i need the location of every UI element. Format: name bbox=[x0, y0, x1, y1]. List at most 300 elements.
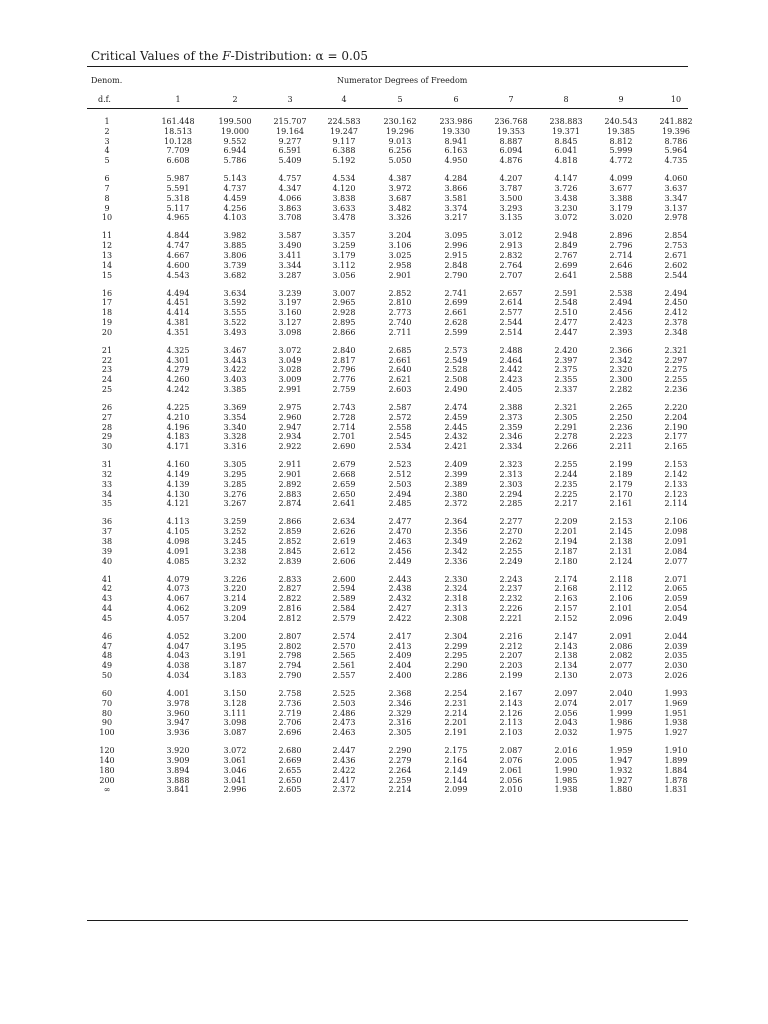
value-cell: 2.810 bbox=[388, 298, 412, 308]
value-cell: 2.010 bbox=[499, 785, 523, 795]
value-cell: 2.112 bbox=[609, 584, 633, 594]
value-cell: 230.162 bbox=[383, 117, 417, 126]
value-cell: 3.197 bbox=[278, 298, 302, 308]
value-cell: 2.796 bbox=[332, 365, 356, 375]
df-cell: 35 bbox=[101, 499, 113, 509]
value-cell: 3.634 bbox=[223, 288, 247, 298]
value-cell: 4.256 bbox=[223, 203, 247, 213]
value-cell: 3.046 bbox=[223, 765, 247, 775]
value-cell: 2.659 bbox=[332, 479, 356, 489]
value-cell: 3.009 bbox=[278, 375, 302, 385]
value-cell: 2.442 bbox=[499, 365, 523, 375]
value-cell: 3.587 bbox=[278, 231, 302, 241]
value-cell: 2.602 bbox=[664, 260, 688, 270]
value-cell: 2.449 bbox=[388, 556, 412, 566]
value-cell: 4.113 bbox=[166, 517, 190, 527]
value-cell: 2.126 bbox=[499, 708, 523, 718]
value-cell: 4.098 bbox=[166, 537, 190, 546]
value-cell: 2.485 bbox=[388, 499, 412, 509]
value-cell: 4.060 bbox=[664, 174, 688, 184]
value-cell: 3.592 bbox=[223, 298, 247, 308]
value-cell: 2.106 bbox=[609, 594, 633, 604]
df-cell: 140 bbox=[99, 756, 115, 765]
title-text: Critical Values of the bbox=[91, 49, 223, 63]
value-cell: 2.397 bbox=[554, 355, 578, 365]
value-cell: 2.321 bbox=[554, 403, 578, 412]
value-cell: 4.149 bbox=[166, 470, 190, 479]
value-cell: 238.883 bbox=[549, 117, 583, 126]
value-cell: 2.494 bbox=[664, 288, 688, 298]
value-cell: 2.056 bbox=[499, 775, 523, 785]
value-cell: 2.545 bbox=[388, 432, 412, 442]
value-cell: 3.682 bbox=[223, 270, 247, 280]
value-cell: 2.039 bbox=[664, 641, 688, 651]
column-header: 6 bbox=[453, 95, 459, 104]
value-cell: 2.168 bbox=[554, 584, 578, 594]
value-cell: 2.832 bbox=[499, 251, 523, 260]
header-rule bbox=[87, 108, 688, 109]
value-cell: 2.874 bbox=[278, 499, 302, 509]
value-cell: 4.047 bbox=[166, 641, 190, 651]
value-cell: 2.005 bbox=[554, 756, 578, 765]
value-cell: 2.685 bbox=[388, 345, 412, 355]
value-cell: 4.737 bbox=[223, 184, 247, 193]
value-cell: 2.422 bbox=[388, 613, 412, 623]
value-cell: 3.220 bbox=[223, 584, 247, 594]
value-cell: 4.459 bbox=[223, 193, 247, 203]
value-cell: 3.894 bbox=[166, 765, 190, 775]
value-cell: 4.062 bbox=[166, 604, 190, 613]
value-cell: 2.336 bbox=[444, 556, 468, 566]
value-cell: 2.321 bbox=[664, 345, 688, 355]
value-cell: 2.544 bbox=[664, 270, 688, 280]
df-cell: 7 bbox=[104, 184, 110, 193]
value-cell: 2.099 bbox=[444, 785, 468, 795]
value-cell: 2.503 bbox=[332, 698, 356, 708]
title-f-symbol: F bbox=[222, 49, 231, 63]
value-cell: 5.987 bbox=[166, 174, 190, 184]
value-cell: 3.866 bbox=[444, 184, 468, 193]
df-cell: 48 bbox=[101, 651, 113, 661]
df-cell: 43 bbox=[101, 594, 113, 604]
value-cell: 3.137 bbox=[664, 203, 688, 213]
value-cell: 3.947 bbox=[166, 718, 190, 728]
value-cell: 4.130 bbox=[166, 489, 190, 499]
value-cell: 3.072 bbox=[278, 345, 302, 355]
value-cell: 2.073 bbox=[609, 671, 633, 680]
value-cell: 4.451 bbox=[166, 298, 190, 308]
value-cell: 2.214 bbox=[388, 785, 412, 795]
value-cell: 4.171 bbox=[166, 442, 190, 452]
value-cell: 2.250 bbox=[609, 412, 633, 422]
value-cell: 241.882 bbox=[659, 117, 693, 126]
value-cell: 19.296 bbox=[386, 126, 414, 136]
value-cell: 2.740 bbox=[388, 318, 412, 327]
value-cell: 1.927 bbox=[664, 728, 688, 738]
value-cell: 19.330 bbox=[442, 126, 470, 136]
value-cell: 2.266 bbox=[554, 442, 578, 452]
value-cell: 4.079 bbox=[166, 574, 190, 584]
value-cell: 161.448 bbox=[161, 117, 195, 126]
value-cell: 4.210 bbox=[166, 412, 190, 422]
value-cell: 2.523 bbox=[388, 460, 412, 470]
df-cell: 33 bbox=[101, 479, 113, 489]
value-cell: 2.368 bbox=[388, 689, 412, 698]
value-cell: 3.007 bbox=[332, 288, 356, 298]
value-cell: 2.634 bbox=[332, 517, 356, 527]
value-cell: 4.066 bbox=[278, 193, 302, 203]
value-cell: 2.275 bbox=[664, 365, 688, 375]
value-cell: 3.160 bbox=[278, 308, 302, 318]
value-cell: 3.787 bbox=[499, 184, 523, 193]
value-cell: 4.103 bbox=[223, 213, 247, 223]
value-cell: 2.103 bbox=[499, 728, 523, 738]
value-cell: 1.985 bbox=[554, 775, 578, 785]
value-cell: 2.603 bbox=[388, 385, 412, 394]
table-top-rule bbox=[87, 66, 688, 67]
value-cell: 2.216 bbox=[499, 631, 523, 641]
df-cell: 20 bbox=[101, 327, 113, 337]
value-cell: 2.572 bbox=[388, 412, 412, 422]
value-cell: 2.232 bbox=[499, 594, 523, 604]
value-cell: 1.938 bbox=[664, 718, 688, 728]
value-cell: 1.993 bbox=[664, 689, 688, 698]
value-cell: 2.138 bbox=[609, 537, 633, 546]
value-cell: 2.201 bbox=[444, 718, 468, 728]
value-cell: 2.096 bbox=[609, 613, 633, 623]
value-cell: 2.356 bbox=[444, 527, 468, 537]
value-cell: 2.445 bbox=[444, 422, 468, 432]
value-cell: 2.508 bbox=[444, 375, 468, 385]
value-cell: 2.290 bbox=[444, 661, 468, 671]
value-cell: 2.741 bbox=[444, 288, 468, 298]
value-cell: 2.177 bbox=[664, 432, 688, 442]
value-cell: 2.767 bbox=[554, 251, 578, 260]
value-cell: 2.190 bbox=[664, 422, 688, 432]
value-cell: 2.534 bbox=[388, 442, 412, 452]
value-cell: 3.978 bbox=[166, 698, 190, 708]
value-cell: 3.838 bbox=[332, 193, 356, 203]
value-cell: 5.143 bbox=[223, 174, 247, 184]
value-cell: 4.301 bbox=[166, 355, 190, 365]
df-cell: 3 bbox=[104, 136, 110, 146]
value-cell: 3.841 bbox=[166, 785, 190, 795]
value-cell: 4.183 bbox=[166, 432, 190, 442]
value-cell: 3.195 bbox=[223, 641, 247, 651]
value-cell: 2.279 bbox=[388, 756, 412, 765]
value-cell: 2.911 bbox=[278, 460, 302, 470]
value-cell: 3.500 bbox=[499, 193, 523, 203]
value-cell: 2.619 bbox=[332, 537, 356, 546]
value-cell: 3.041 bbox=[223, 775, 247, 785]
value-cell: 2.118 bbox=[609, 574, 633, 584]
value-cell: 2.759 bbox=[332, 385, 356, 394]
value-cell: 1.947 bbox=[609, 756, 633, 765]
value-cell: 2.883 bbox=[278, 489, 302, 499]
value-cell: 2.191 bbox=[444, 728, 468, 738]
value-cell: 3.885 bbox=[223, 241, 247, 251]
value-cell: 2.436 bbox=[332, 756, 356, 765]
value-cell: 2.706 bbox=[278, 718, 302, 728]
value-cell: 3.726 bbox=[554, 184, 578, 193]
value-cell: 4.067 bbox=[166, 594, 190, 604]
column-header: 8 bbox=[563, 95, 569, 104]
value-cell: 2.447 bbox=[332, 746, 356, 756]
value-cell: 2.589 bbox=[332, 594, 356, 604]
value-cell: 2.097 bbox=[554, 689, 578, 698]
value-cell: 4.091 bbox=[166, 546, 190, 556]
value-cell: 6.256 bbox=[388, 146, 412, 156]
value-cell: 2.764 bbox=[499, 260, 523, 270]
value-cell: 2.447 bbox=[554, 327, 578, 337]
value-cell: 3.438 bbox=[554, 193, 578, 203]
value-cell: 4.057 bbox=[166, 613, 190, 623]
value-cell: 19.396 bbox=[662, 126, 690, 136]
value-cell: 2.409 bbox=[444, 460, 468, 470]
value-cell: 4.381 bbox=[166, 318, 190, 327]
value-cell: 2.175 bbox=[444, 746, 468, 756]
value-cell: 3.581 bbox=[444, 193, 468, 203]
value-cell: 4.121 bbox=[166, 499, 190, 509]
value-cell: 2.463 bbox=[332, 728, 356, 738]
value-cell: 2.477 bbox=[554, 318, 578, 327]
value-cell: 2.669 bbox=[278, 756, 302, 765]
value-cell: 2.794 bbox=[278, 661, 302, 671]
value-cell: 4.284 bbox=[444, 174, 468, 184]
df-cell: 36 bbox=[101, 517, 113, 527]
value-cell: 2.282 bbox=[609, 385, 633, 394]
value-cell: 3.183 bbox=[223, 671, 247, 680]
value-cell: 2.514 bbox=[499, 327, 523, 337]
value-cell: 6.388 bbox=[332, 146, 356, 156]
df-cell: 44 bbox=[101, 604, 113, 613]
value-cell: 3.230 bbox=[554, 203, 578, 213]
value-cell: 2.235 bbox=[554, 479, 578, 489]
value-cell: 3.328 bbox=[223, 432, 247, 442]
value-cell: 2.244 bbox=[554, 470, 578, 479]
value-cell: 2.290 bbox=[388, 746, 412, 756]
value-cell: 2.671 bbox=[664, 251, 688, 260]
value-cell: 2.421 bbox=[444, 442, 468, 452]
value-cell: 2.220 bbox=[664, 403, 688, 412]
value-cell: 2.264 bbox=[388, 765, 412, 775]
value-cell: 2.262 bbox=[499, 537, 523, 546]
value-cell: 2.996 bbox=[444, 241, 468, 251]
value-cell: 2.802 bbox=[278, 641, 302, 651]
df-cell: 18 bbox=[101, 308, 113, 318]
value-cell: 2.728 bbox=[332, 412, 356, 422]
value-cell: 4.099 bbox=[609, 174, 633, 184]
value-cell: 2.470 bbox=[388, 527, 412, 537]
value-cell: 5.192 bbox=[332, 156, 356, 166]
value-cell: 2.249 bbox=[499, 556, 523, 566]
numerator-header: Numerator Degrees of Freedom bbox=[337, 76, 468, 85]
value-cell: 1.969 bbox=[664, 698, 688, 708]
value-cell: 2.308 bbox=[444, 613, 468, 623]
value-cell: 3.204 bbox=[223, 613, 247, 623]
value-cell: 2.587 bbox=[388, 403, 412, 412]
value-cell: 2.854 bbox=[664, 231, 688, 241]
value-cell: 2.612 bbox=[332, 546, 356, 556]
value-cell: 2.204 bbox=[664, 412, 688, 422]
value-cell: 6.094 bbox=[499, 146, 523, 156]
value-cell: 4.735 bbox=[664, 156, 688, 166]
value-cell: 2.372 bbox=[332, 785, 356, 795]
value-cell: 2.948 bbox=[554, 231, 578, 241]
value-cell: 2.223 bbox=[609, 432, 633, 442]
df-cell: 25 bbox=[101, 385, 113, 394]
value-cell: 2.548 bbox=[554, 298, 578, 308]
value-cell: 3.191 bbox=[223, 651, 247, 661]
value-cell: 2.701 bbox=[332, 432, 356, 442]
value-cell: 8.786 bbox=[664, 136, 688, 146]
value-cell: 2.960 bbox=[278, 412, 302, 422]
value-cell: 3.633 bbox=[332, 203, 356, 213]
value-cell: 1.999 bbox=[609, 708, 633, 718]
value-cell: 2.573 bbox=[444, 345, 468, 355]
value-cell: 2.473 bbox=[332, 718, 356, 728]
value-cell: 3.960 bbox=[166, 708, 190, 718]
value-cell: 2.059 bbox=[664, 594, 688, 604]
df-cell: 100 bbox=[99, 728, 115, 738]
value-cell: 4.387 bbox=[388, 174, 412, 184]
value-cell: 2.503 bbox=[388, 479, 412, 489]
value-cell: 2.134 bbox=[554, 661, 578, 671]
value-cell: 3.555 bbox=[223, 308, 247, 318]
df-cell: 49 bbox=[101, 661, 113, 671]
value-cell: 3.295 bbox=[223, 470, 247, 479]
value-cell: 4.260 bbox=[166, 375, 190, 385]
value-cell: 2.203 bbox=[499, 661, 523, 671]
value-cell: 2.291 bbox=[554, 422, 578, 432]
value-cell: 1.880 bbox=[609, 785, 633, 795]
value-cell: 2.189 bbox=[609, 470, 633, 479]
value-cell: 3.072 bbox=[554, 213, 578, 223]
value-cell: 5.117 bbox=[166, 203, 190, 213]
value-cell: 2.776 bbox=[332, 375, 356, 385]
value-cell: 2.450 bbox=[664, 298, 688, 308]
value-cell: 1.910 bbox=[664, 746, 688, 756]
value-cell: 2.833 bbox=[278, 574, 302, 584]
value-cell: 3.020 bbox=[609, 213, 633, 223]
value-cell: 3.863 bbox=[278, 203, 302, 213]
value-cell: 2.621 bbox=[388, 375, 412, 385]
value-cell: 2.359 bbox=[499, 422, 523, 432]
value-cell: 2.420 bbox=[554, 345, 578, 355]
value-cell: 2.393 bbox=[609, 327, 633, 337]
value-cell: 2.640 bbox=[388, 365, 412, 375]
value-cell: 2.091 bbox=[664, 537, 688, 546]
value-cell: 236.768 bbox=[494, 117, 528, 126]
value-cell: 4.043 bbox=[166, 651, 190, 661]
value-cell: 3.522 bbox=[223, 318, 247, 327]
value-cell: 2.142 bbox=[664, 470, 688, 479]
df-cell: 70 bbox=[101, 698, 113, 708]
value-cell: 3.422 bbox=[223, 365, 247, 375]
value-cell: 2.337 bbox=[554, 385, 578, 394]
value-cell: 3.106 bbox=[388, 241, 412, 251]
value-cell: 2.212 bbox=[499, 641, 523, 651]
value-cell: 4.667 bbox=[166, 251, 190, 260]
value-cell: 3.226 bbox=[223, 574, 247, 584]
value-cell: 2.565 bbox=[332, 651, 356, 661]
value-cell: 2.816 bbox=[278, 604, 302, 613]
value-cell: 6.591 bbox=[278, 146, 302, 156]
value-cell: 3.204 bbox=[388, 231, 412, 241]
value-cell: 2.305 bbox=[554, 412, 578, 422]
value-cell: 2.297 bbox=[664, 355, 688, 365]
value-cell: 1.938 bbox=[554, 785, 578, 795]
value-cell: 4.351 bbox=[166, 327, 190, 337]
value-cell: 2.077 bbox=[664, 556, 688, 566]
value-cell: 2.324 bbox=[444, 584, 468, 594]
value-cell: 2.488 bbox=[499, 345, 523, 355]
value-cell: 2.494 bbox=[388, 489, 412, 499]
value-cell: 2.152 bbox=[554, 613, 578, 623]
value-cell: 6.041 bbox=[554, 146, 578, 156]
df-cell: 19 bbox=[101, 318, 113, 327]
value-cell: 2.214 bbox=[444, 708, 468, 718]
value-cell: 3.028 bbox=[278, 365, 302, 375]
value-cell: 2.922 bbox=[278, 442, 302, 452]
value-cell: 2.300 bbox=[609, 375, 633, 385]
value-cell: 2.388 bbox=[499, 403, 523, 412]
value-cell: 2.217 bbox=[554, 499, 578, 509]
value-cell: 3.214 bbox=[223, 594, 247, 604]
value-cell: 4.347 bbox=[278, 184, 302, 193]
value-cell: 8.812 bbox=[609, 136, 633, 146]
value-cell: 1.899 bbox=[664, 756, 688, 765]
value-cell: 2.082 bbox=[609, 651, 633, 661]
df-cell: 39 bbox=[101, 546, 113, 556]
value-cell: 3.482 bbox=[388, 203, 412, 213]
value-cell: 2.790 bbox=[278, 671, 302, 680]
value-cell: 1.878 bbox=[664, 775, 688, 785]
value-cell: 3.179 bbox=[609, 203, 633, 213]
value-cell: 2.696 bbox=[278, 728, 302, 738]
value-cell: 3.340 bbox=[223, 422, 247, 432]
value-cell: 2.817 bbox=[332, 355, 356, 365]
value-cell: 2.106 bbox=[664, 517, 688, 527]
value-cell: 2.758 bbox=[278, 689, 302, 698]
value-cell: 2.265 bbox=[609, 403, 633, 412]
value-cell: 2.486 bbox=[332, 708, 356, 718]
value-cell: 3.111 bbox=[223, 708, 247, 718]
value-cell: 2.753 bbox=[664, 241, 688, 251]
value-cell: 2.399 bbox=[444, 470, 468, 479]
value-cell: 2.170 bbox=[609, 489, 633, 499]
value-cell: 3.806 bbox=[223, 251, 247, 260]
value-cell: 2.231 bbox=[444, 698, 468, 708]
value-cell: 2.549 bbox=[444, 355, 468, 365]
value-cell: 3.276 bbox=[223, 489, 247, 499]
df-cell: 10 bbox=[101, 213, 113, 223]
value-cell: 3.687 bbox=[388, 193, 412, 203]
column-header: 10 bbox=[670, 95, 682, 104]
value-cell: 233.986 bbox=[439, 117, 473, 126]
value-cell: 3.127 bbox=[278, 318, 302, 327]
df-cell: 37 bbox=[101, 527, 113, 537]
value-cell: 2.538 bbox=[609, 288, 633, 298]
df-cell: 200 bbox=[99, 775, 115, 785]
value-cell: 2.199 bbox=[609, 460, 633, 470]
value-cell: 8.845 bbox=[554, 136, 578, 146]
df-cell: 41 bbox=[101, 574, 113, 584]
df-cell: 6 bbox=[104, 174, 110, 184]
value-cell: 2.584 bbox=[332, 604, 356, 613]
value-cell: 2.456 bbox=[609, 308, 633, 318]
value-cell: 2.626 bbox=[332, 527, 356, 537]
